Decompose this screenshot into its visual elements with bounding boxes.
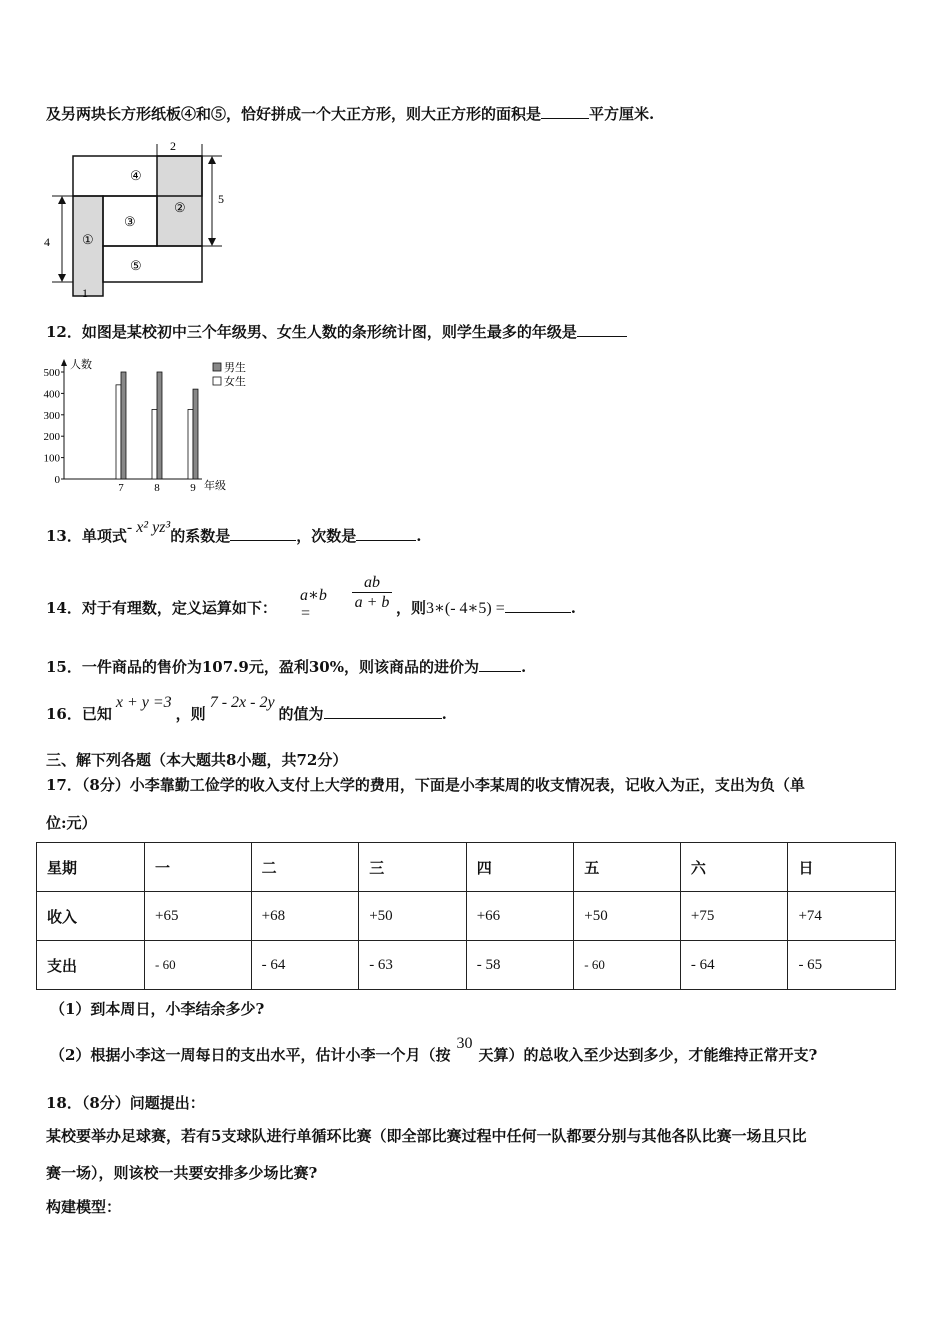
section-3-title: 三、解下列各题（本大题共8小题，共72分） bbox=[46, 751, 348, 769]
y-tick-label: 300 bbox=[43, 409, 60, 422]
q15-blank bbox=[479, 657, 521, 672]
q16-end: . bbox=[441, 705, 447, 723]
q17-sub2-pre: （2）根据小李这一周每日的支出水平，估计小李一个月（按 bbox=[50, 1046, 451, 1064]
q18-line-3: 赛一场），则该校一共要安排多少场比赛? bbox=[46, 1164, 318, 1182]
label-4: ④ bbox=[130, 168, 142, 183]
label-2: ② bbox=[174, 200, 186, 215]
q18-line-1: 18．（8分）问题提出： bbox=[46, 1094, 205, 1112]
table-cell: 一 bbox=[145, 843, 252, 892]
q16-mid: ，则 bbox=[175, 705, 206, 723]
bar-girls bbox=[152, 409, 157, 479]
q16-post: 的值为 bbox=[278, 705, 324, 723]
dim-5: 5 bbox=[218, 192, 224, 206]
q12-line bbox=[46, 321, 627, 342]
label-3: ③ bbox=[124, 214, 136, 229]
legend-swatch-boys bbox=[213, 363, 221, 371]
q14-denominator: a + b bbox=[354, 594, 390, 611]
dim-4: 4 bbox=[44, 235, 50, 249]
table-cell: +65 bbox=[145, 892, 252, 941]
table-cell: 六 bbox=[680, 843, 788, 892]
table-cell: 二 bbox=[251, 843, 359, 892]
q14-end: . bbox=[570, 599, 577, 617]
table-cell: - 60 bbox=[145, 941, 252, 990]
table-cell: +66 bbox=[466, 892, 574, 941]
bar-boys bbox=[157, 372, 162, 479]
q11-post: 平方厘米. bbox=[589, 105, 655, 123]
label-5: ⑤ bbox=[130, 258, 142, 273]
table-cell: - 60 bbox=[574, 941, 681, 990]
q13-end: . bbox=[416, 527, 422, 545]
q16-expr: 7 - 2x - 2y bbox=[209, 694, 275, 711]
dim-2: 2 bbox=[170, 139, 176, 153]
q14-lhs: a∗b = bbox=[300, 587, 327, 622]
q17-sub2-post: 天算）的总收入至少达到多少，才能维持正常开支? bbox=[478, 1046, 818, 1064]
table-cell: 支出 bbox=[37, 941, 145, 990]
table-cell: +68 bbox=[251, 892, 359, 941]
legend-swatch-girls bbox=[213, 377, 221, 385]
q15-end: . bbox=[520, 658, 527, 676]
q18-line-4: 构建模型： bbox=[46, 1198, 122, 1216]
bar-girls bbox=[116, 385, 121, 479]
q11-line bbox=[46, 103, 654, 124]
q11-figure bbox=[40, 136, 240, 301]
q17-line-1: 17．（8分）小李靠勤工俭学的收入支付上大学的费用，下面是小李某周的收支情况表，记收入为正，支出为负（单 bbox=[46, 776, 805, 794]
table-cell: 星期 bbox=[37, 843, 145, 892]
q13-blank-1 bbox=[230, 526, 296, 541]
table-row-income bbox=[37, 892, 896, 941]
table-cell: 五 bbox=[574, 843, 681, 892]
q14-line-2 bbox=[396, 597, 576, 618]
x-tick-label: 9 bbox=[190, 482, 196, 494]
q15-line bbox=[46, 656, 526, 677]
q13-line bbox=[46, 519, 422, 546]
table-cell: 日 bbox=[788, 843, 896, 892]
q13-blank-2 bbox=[356, 526, 416, 541]
x-tick-label: 7 bbox=[118, 482, 124, 494]
table-cell: - 63 bbox=[359, 941, 467, 990]
y-axis-arrow bbox=[61, 359, 67, 366]
label-1: ① bbox=[82, 232, 94, 247]
table-cell: 四 bbox=[466, 843, 574, 892]
table-cell: +50 bbox=[574, 892, 681, 941]
y-tick-label: 100 bbox=[43, 452, 60, 465]
income-expense-table bbox=[36, 842, 896, 990]
x-tick-label: 8 bbox=[154, 482, 160, 494]
legend-boys: 男生 bbox=[224, 362, 246, 374]
bar-chart bbox=[42, 355, 246, 495]
q16-line bbox=[46, 694, 447, 724]
q15-text: 15．一件商品的售价为107.9元，盈利30%，则该商品的进价为 bbox=[46, 658, 479, 676]
y-axis-label: 人数 bbox=[70, 359, 92, 371]
q17-sub-1: （1）到本周日，小李结余多少? bbox=[50, 1000, 265, 1018]
table-cell: - 58 bbox=[466, 941, 574, 990]
q14-numerator: ab bbox=[352, 574, 392, 593]
table-cell: +75 bbox=[680, 892, 788, 941]
y-tick-label: 0 bbox=[54, 474, 60, 486]
q17-sub2-num: 30 bbox=[456, 1035, 473, 1052]
table-row-expense bbox=[37, 941, 896, 990]
q12-text: 12．如图是某校初中三个年级男、女生人数的条形统计图，则学生最多的年级是 bbox=[46, 323, 577, 341]
dim-1: 1 bbox=[82, 286, 88, 300]
q14-fraction bbox=[352, 574, 392, 613]
legend-girls: 女生 bbox=[224, 376, 246, 388]
q18-line-2: 某校要举办足球赛，若有5支球队进行单循环比赛（即全部比赛过程中任何一队都要分别与其他各队比赛一场且只比 bbox=[46, 1127, 807, 1145]
y-tick-label: 500 bbox=[43, 367, 60, 379]
bar-boys bbox=[121, 372, 126, 479]
q14-line bbox=[46, 597, 277, 618]
q11-text: 及另两块长方形纸板④和⑤，恰好拼成一个大正方形，则大正方形的面积是 bbox=[46, 105, 542, 123]
q13-mid2: ，次数是 bbox=[296, 527, 357, 545]
table-cell: 三 bbox=[359, 843, 467, 892]
q13-mid: 的系数是 bbox=[170, 527, 231, 545]
q17-line-2: 位:元） bbox=[46, 814, 97, 832]
q14-blank bbox=[505, 598, 571, 613]
table-cell: +50 bbox=[359, 892, 467, 941]
q13-pre: 13．单项式 bbox=[46, 527, 127, 545]
rect-5 bbox=[103, 246, 202, 282]
q16-cond: x + y =3 bbox=[115, 694, 172, 711]
q17-sub-2 bbox=[50, 1035, 818, 1065]
bar-boys bbox=[193, 389, 198, 479]
q14-expr: 3∗(- 4∗5) = bbox=[426, 600, 505, 617]
q14-pre: 14．对于有理数，定义运算如下： bbox=[46, 599, 277, 617]
q12-blank bbox=[577, 322, 627, 337]
table-cell: - 65 bbox=[788, 941, 896, 990]
q13-expr: - x² yz³ bbox=[126, 519, 171, 536]
q16-pre: 16．已知 bbox=[46, 705, 112, 723]
y-tick-label: 400 bbox=[43, 388, 60, 401]
bar-girls bbox=[188, 409, 193, 479]
q14-mid: ，则 bbox=[396, 599, 427, 617]
table-row-header bbox=[37, 843, 896, 892]
table-cell: - 64 bbox=[251, 941, 359, 990]
x-axis-label: 年级 bbox=[204, 480, 226, 492]
y-tick-label: 200 bbox=[43, 431, 60, 444]
table-cell: - 64 bbox=[680, 941, 788, 990]
q11-blank bbox=[541, 104, 589, 119]
q16-blank bbox=[324, 704, 442, 719]
table-cell: +74 bbox=[788, 892, 896, 941]
table-cell: 收入 bbox=[37, 892, 145, 941]
